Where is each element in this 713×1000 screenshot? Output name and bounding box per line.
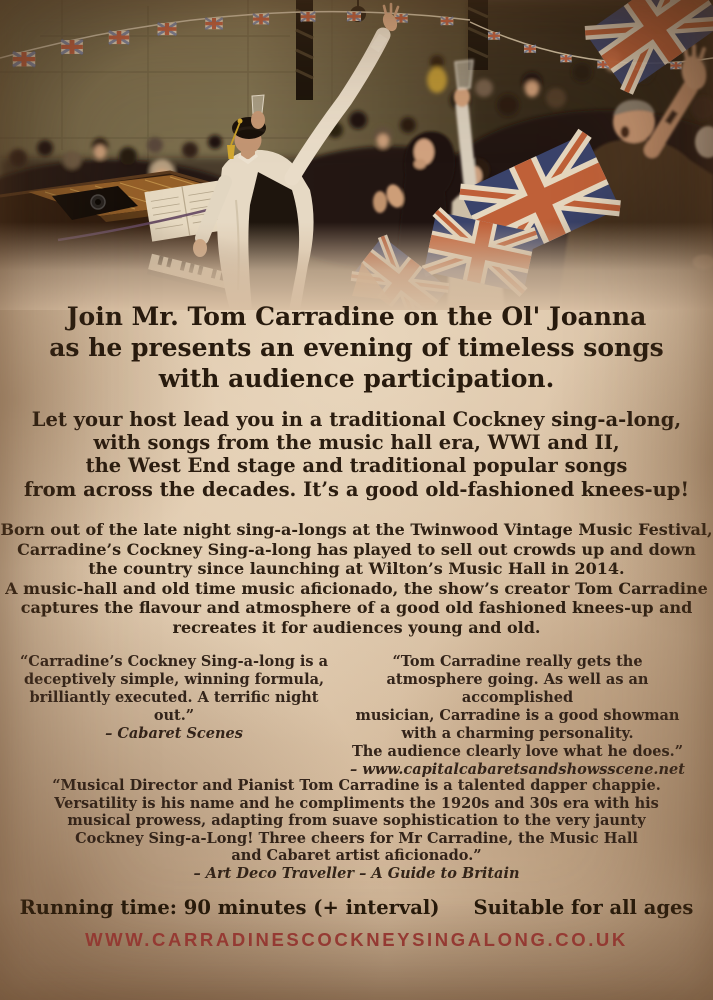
intro-paragraph	[0, 408, 713, 501]
quote-line: with a charming personality.	[401, 725, 634, 742]
intro-line: the West End stage and traditional popular songs	[85, 454, 628, 478]
about-line: A music-hall and old time music aficionado, the show’s creator Tom Carradine	[5, 578, 708, 598]
hero-photo-illustration	[0, 0, 713, 310]
intro-line: with songs from the music hall era, WWI and II,	[93, 431, 620, 455]
quote-cabaret-scenes	[16, 653, 332, 779]
quote-line: Versatility is his name and he compliments the 1920s and 30s era with his	[54, 794, 659, 812]
quote-line: “Carradine’s Cockney Sing-a-long is a	[19, 653, 329, 670]
age-suitability: Suitable for all ages	[473, 896, 694, 919]
headline-line: Join Mr. Tom Carradine on the Ol' Joanna	[66, 302, 647, 331]
quote-line: The audience clearly love what he does.”	[351, 743, 684, 760]
about-line: Born out of the late night sing-a-longs at the Twinwood Vintage Music Festival,	[0, 520, 713, 539]
quote-line: deceptively simple, winning formula,	[23, 671, 325, 688]
intro-line: from across the decades. It’s a good old-fashioned knees-up!	[23, 477, 690, 501]
about-line: Carradine’s Cockney Sing-a-long has played to sell out crowds up and down	[17, 539, 696, 559]
quote-line: “Tom Carradine really gets the	[392, 653, 643, 670]
footer-info	[0, 896, 713, 919]
running-time: Running time: 90 minutes (+ interval)	[19, 896, 440, 919]
quote-art-deco-traveller	[40, 777, 673, 883]
about-paragraph	[0, 520, 713, 638]
headline	[0, 301, 713, 394]
quote-line: musical prowess, adapting from suave sophistication to the very jaunty	[67, 812, 646, 830]
quote-attribution: – www.capitalcabaretsandshowsscene.net	[350, 761, 685, 778]
quote-line: atmosphere going. As well as an accomplished	[386, 671, 649, 706]
press-quotes-row	[16, 653, 703, 779]
about-line: recreates it for audiences young and old.	[172, 617, 541, 637]
quote-line: and Cabaret artist aficionado.”	[231, 847, 482, 865]
quote-line: “Musical Director and Pianist Tom Carradine is a talented dapper chappie.	[52, 777, 661, 794]
website-url: WWW.CARRADINESCOCKNEYSINGALONG.CO.UK	[85, 929, 628, 950]
quote-line: musician, Carradine is a good showman	[355, 707, 680, 724]
quote-line: brilliantly executed. A terrific night out.”	[29, 689, 319, 724]
hero-photo	[0, 0, 713, 310]
about-line: the country since launching at Wilton’s Music Hall in 2014.	[88, 559, 625, 579]
quote-attribution: – Art Deco Traveller – A Guide to Britain	[193, 864, 520, 882]
quote-attribution: – Cabaret Scenes	[105, 725, 243, 742]
about-line: captures the flavour and atmosphere of a good old fashioned knees-up and	[20, 598, 693, 618]
quote-line: Cockney Sing-a-Long! Three cheers for Mr Carradine, the Music Hall	[75, 829, 638, 847]
quote-capital-cabarets	[332, 653, 703, 779]
intro-line: Let your host lead you in a traditional Cockney sing-a-long,	[31, 408, 682, 431]
headline-line: with audience participation.	[158, 364, 555, 393]
photo-fade	[0, 222, 713, 310]
headline-line: as he presents an evening of timeless songs	[49, 333, 664, 362]
